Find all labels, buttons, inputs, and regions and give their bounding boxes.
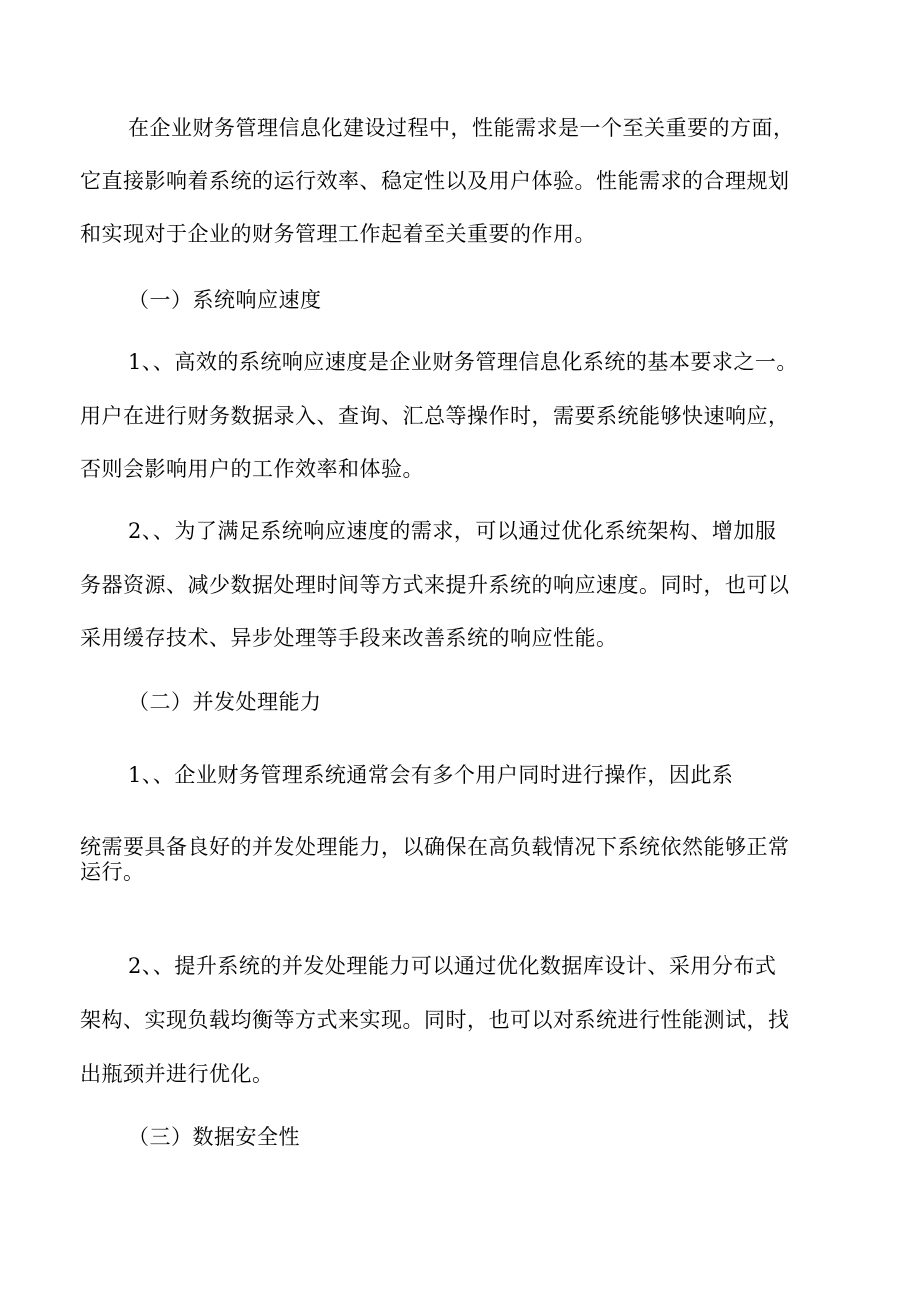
text-line: 务器资源、减少数据处理时间等方式来提升系统的响应速度。同时，也可以 [80,573,790,597]
text-line: 1、、高效的系统响应速度是企业财务管理信息化系统的基本要求之一。 [128,350,798,374]
text-line: 在企业财务管理信息化建设过程中，性能需求是一个至关重要的方面， [128,116,795,140]
section-heading: （一）系统响应速度 [128,288,322,312]
text-line: 采用缓存技术、异步处理等手段来改善系统的响应性能。 [80,626,618,650]
section-heading: （三）数据安全性 [128,1125,300,1149]
text-line: 运行。 [80,860,145,884]
text-line: 和实现对于企业的财务管理工作起着至关重要的作用。 [80,222,596,246]
section-heading: （二）并发处理能力 [128,690,322,714]
text-line: 统需要具备良好的并发处理能力，以确保在高负载情况下系统依然能够正常 [80,835,790,859]
text-line: 2、、提升系统的并发处理能力可以通过优化数据库设计、采用分布式 [128,954,777,978]
text-line: 否则会影响用户的工作效率和体验。 [80,457,424,481]
text-line: 1、、企业财务管理系统通常会有多个用户同时进行操作，因此系 [128,763,734,787]
text-line: 它直接影响着系统的运行效率、稳定性以及用户体验。性能需求的合理规划 [80,169,790,193]
text-line: 2、、为了满足系统响应速度的需求，可以通过优化系统架构、增加服 [128,519,777,543]
text-line: 用户在进行财务数据录入、查询、汇总等操作时，需要系统能够快速响应， [80,404,790,428]
text-line: 架构、实现负载均衡等方式来实现。同时，也可以对系统进行性能测试，找 [80,1008,790,1032]
text-line: 出瓶颈并进行优化。 [80,1062,274,1086]
